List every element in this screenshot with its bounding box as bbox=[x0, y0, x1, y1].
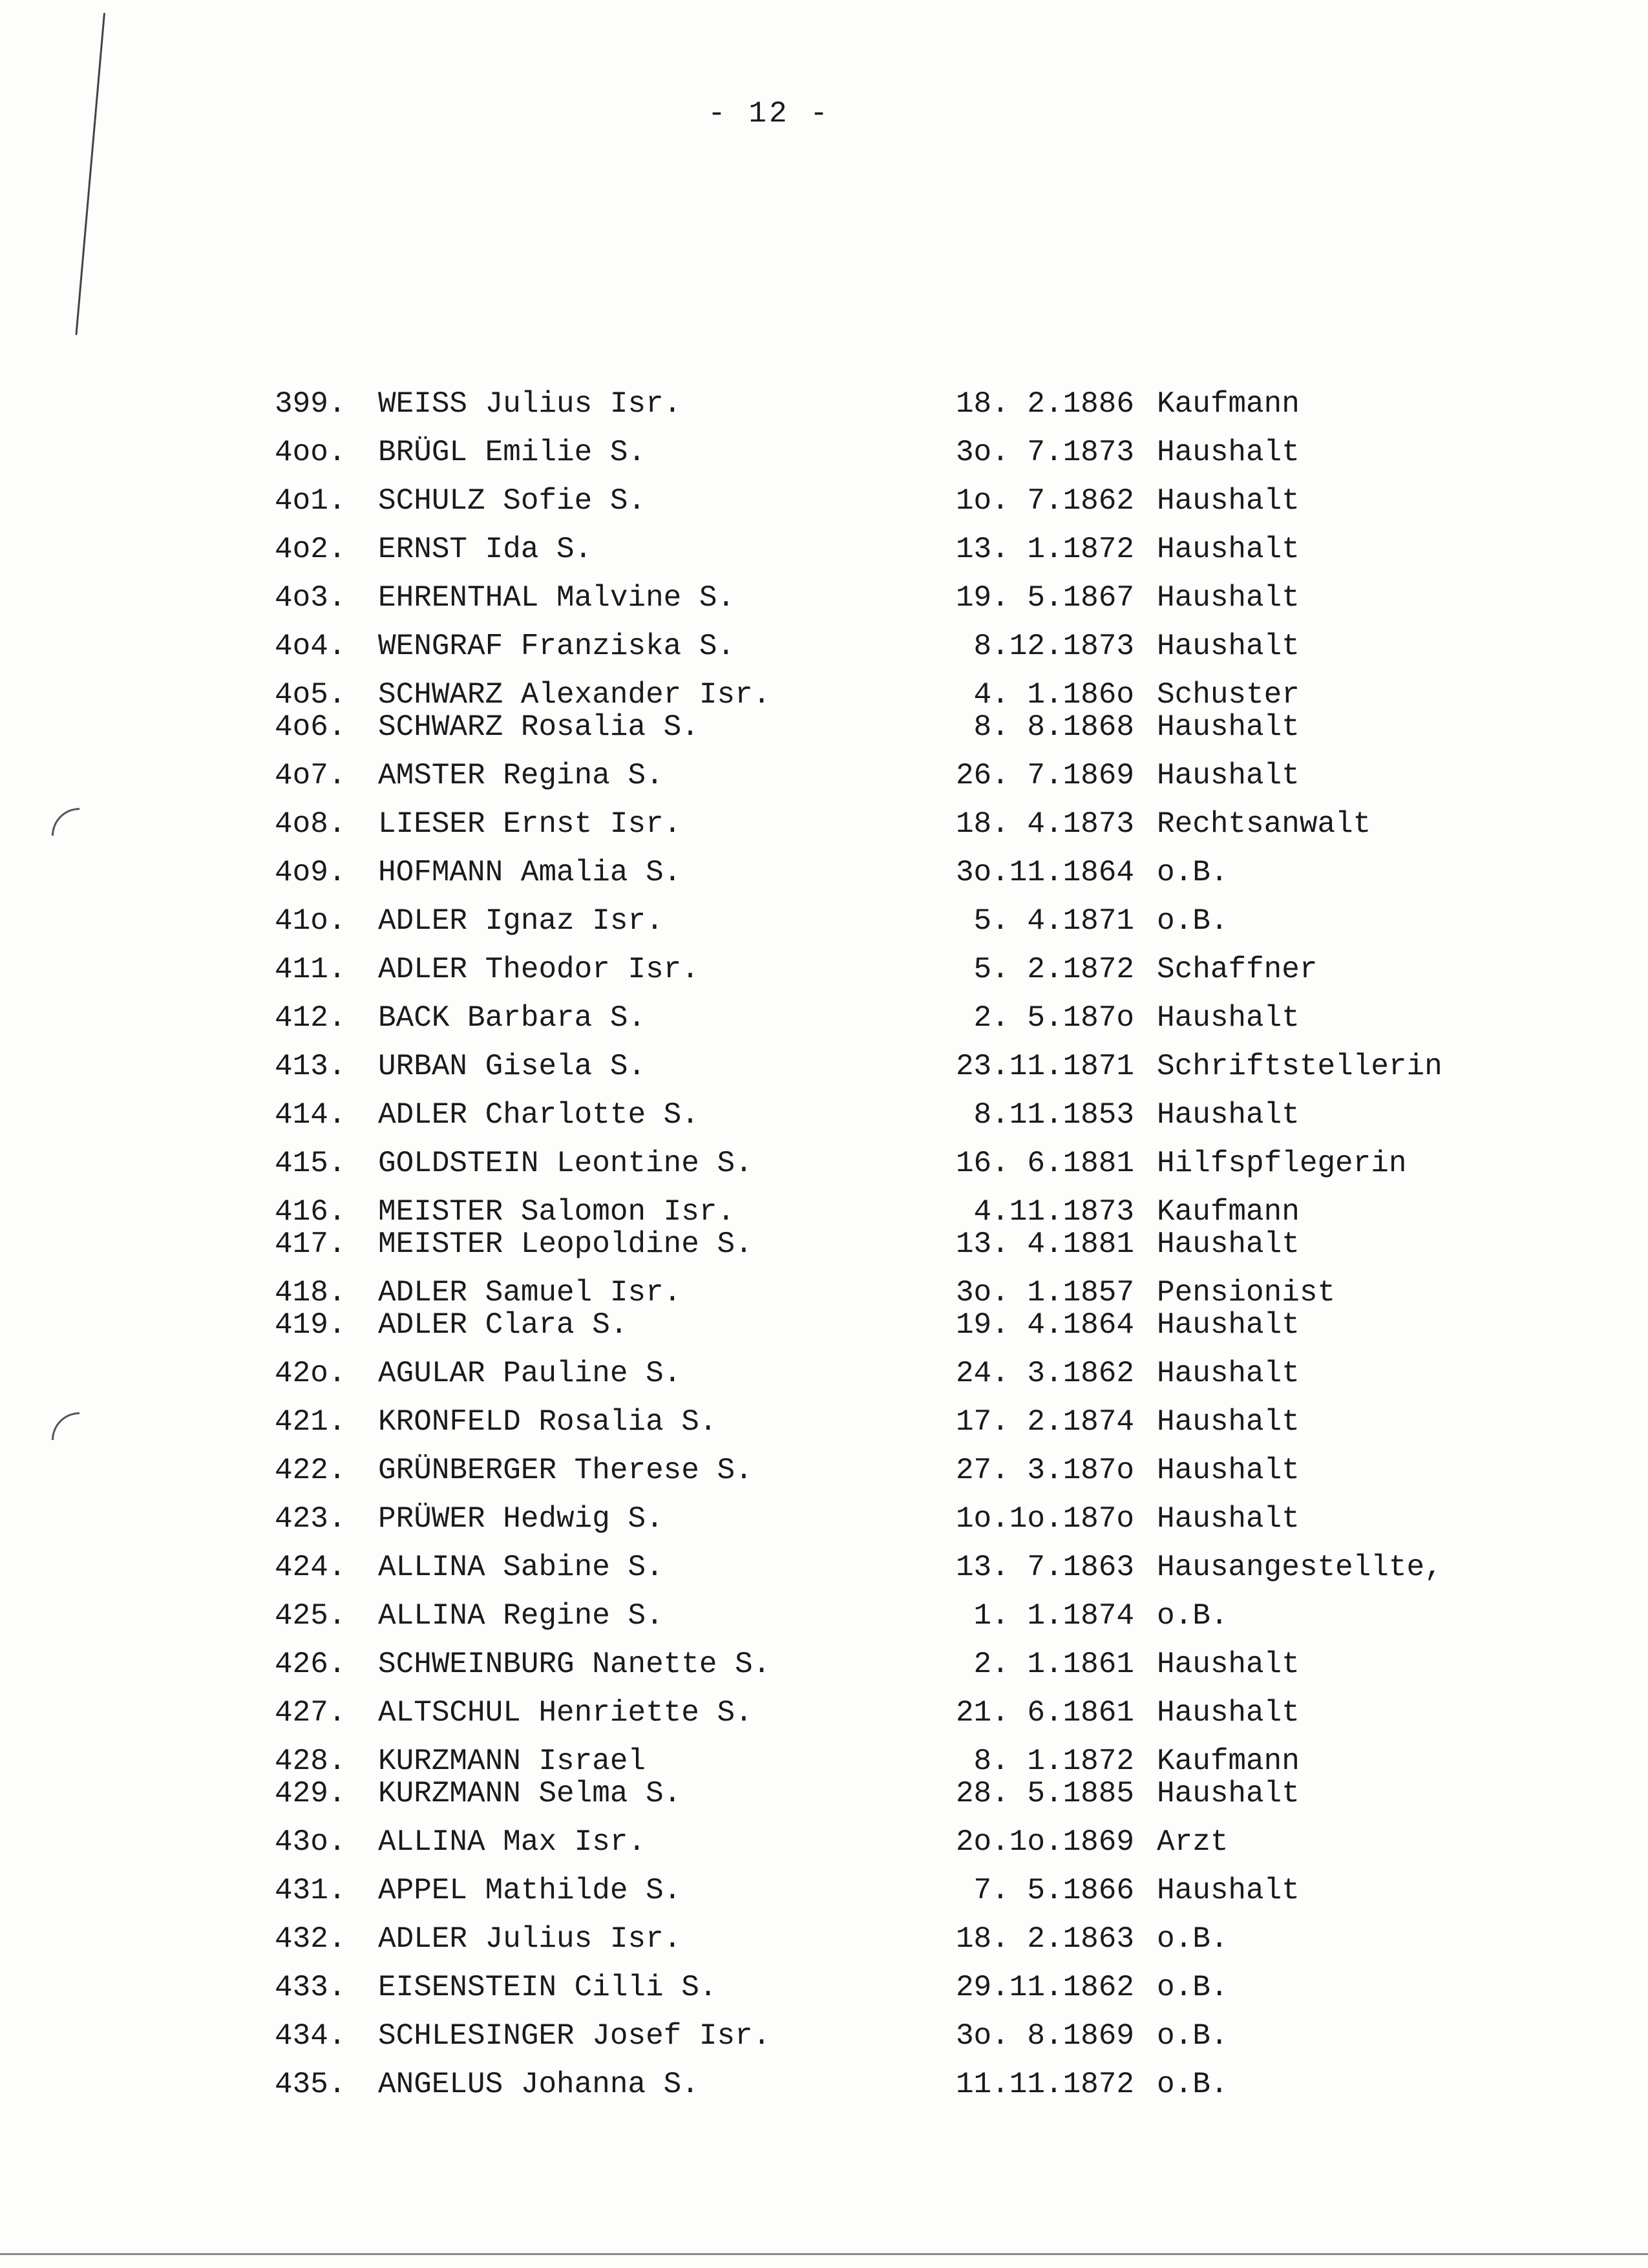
list-item bbox=[0, 1600, 1648, 1632]
entry-number: 427. bbox=[275, 1696, 346, 1730]
entry-number: 42o. bbox=[275, 1357, 346, 1390]
occupation: Haushalt bbox=[1157, 1308, 1300, 1342]
list-item bbox=[0, 711, 1648, 743]
entry-number: 429. bbox=[275, 1777, 346, 1810]
birth-date: 4.11.1873 bbox=[973, 1195, 1134, 1229]
birth-date: 3o. 1.1857 bbox=[955, 1276, 1134, 1309]
list-item bbox=[0, 1745, 1648, 1777]
person-name: WENGRAF Franziska S. bbox=[378, 630, 735, 663]
birth-date: 8.12.1873 bbox=[973, 630, 1134, 663]
record-group bbox=[0, 1697, 1648, 1729]
entry-number: 4o9. bbox=[275, 856, 346, 889]
list-item bbox=[0, 1147, 1648, 1180]
occupation: Haushalt bbox=[1157, 1454, 1300, 1487]
entry-number: 433. bbox=[275, 1971, 346, 2004]
record-group bbox=[0, 630, 1648, 662]
occupation: Haushalt bbox=[1157, 1696, 1300, 1730]
record-group bbox=[0, 1923, 1648, 1955]
record-group bbox=[0, 2020, 1648, 2052]
record-group bbox=[0, 1277, 1648, 1341]
person-name: SCHWEINBURG Nanette S. bbox=[378, 1648, 771, 1681]
occupation: Haushalt bbox=[1157, 710, 1300, 744]
person-name: GOLDSTEIN Leontine S. bbox=[378, 1147, 753, 1180]
list-item bbox=[0, 1923, 1648, 1955]
person-name: APPEL Mathilde S. bbox=[378, 1874, 682, 1907]
occupation: Haushalt bbox=[1157, 1227, 1300, 1261]
record-group bbox=[0, 533, 1648, 566]
list-item bbox=[0, 485, 1648, 517]
entry-number: 416. bbox=[275, 1195, 346, 1229]
birth-date: 13. 7.1863 bbox=[955, 1551, 1134, 1584]
bottom-rule bbox=[0, 2253, 1648, 2255]
entry-number: 399. bbox=[275, 387, 346, 421]
record-group bbox=[0, 1002, 1648, 1034]
person-name: ALLINA Sabine S. bbox=[378, 1551, 664, 1584]
list-item bbox=[0, 1826, 1648, 1858]
person-name: SCHLESINGER Josef Isr. bbox=[378, 2019, 771, 2053]
occupation: Haushalt bbox=[1157, 1777, 1300, 1810]
person-name: MEISTER Salomon Isr. bbox=[378, 1195, 735, 1229]
person-name: HOFMANN Amalia S. bbox=[378, 856, 682, 889]
list-item bbox=[0, 2020, 1648, 2052]
entry-number: 425. bbox=[275, 1599, 346, 1633]
record-group bbox=[0, 1357, 1648, 1390]
list-item bbox=[0, 630, 1648, 662]
person-name: ANGELUS Johanna S. bbox=[378, 2068, 699, 2101]
person-name: ERNST Ida S. bbox=[378, 533, 593, 566]
birth-date: 1o. 7.1862 bbox=[955, 484, 1134, 518]
person-name: SCHWARZ Rosalia S. bbox=[378, 710, 699, 744]
occupation: Haushalt bbox=[1157, 1502, 1300, 1536]
birth-date: 27. 3.187o bbox=[955, 1454, 1134, 1487]
occupation: Pensionist bbox=[1157, 1276, 1336, 1309]
list-item bbox=[0, 1309, 1648, 1341]
birth-date: 13. 4.1881 bbox=[955, 1227, 1134, 1261]
record-group bbox=[0, 1551, 1648, 1584]
record-group bbox=[0, 1503, 1648, 1535]
list-item bbox=[0, 905, 1648, 937]
birth-date: 18. 2.1863 bbox=[955, 1922, 1134, 1956]
entry-number: 413. bbox=[275, 1050, 346, 1083]
birth-date: 2. 5.187o bbox=[973, 1001, 1134, 1035]
birth-date: 8. 1.1872 bbox=[973, 1744, 1134, 1778]
record-group bbox=[0, 1147, 1648, 1180]
record-group bbox=[0, 679, 1648, 743]
entry-number: 4o6. bbox=[275, 710, 346, 744]
person-name: WEISS Julius Isr. bbox=[378, 387, 682, 421]
person-name: AGULAR Pauline S. bbox=[378, 1357, 682, 1390]
occupation: Kaufmann bbox=[1157, 1195, 1300, 1229]
list-item bbox=[0, 1454, 1648, 1487]
entry-number: 4o4. bbox=[275, 630, 346, 663]
birth-date: 8. 8.1868 bbox=[973, 710, 1134, 744]
occupation: Haushalt bbox=[1157, 1357, 1300, 1390]
entry-number: 419. bbox=[275, 1308, 346, 1342]
birth-date: 8.11.1853 bbox=[973, 1098, 1134, 1132]
entry-number: 4o3. bbox=[275, 581, 346, 615]
entry-number: 412. bbox=[275, 1001, 346, 1035]
entry-number: 426. bbox=[275, 1648, 346, 1681]
birth-date: 2. 1.1861 bbox=[973, 1648, 1134, 1681]
entry-number: 417. bbox=[275, 1227, 346, 1261]
entry-number: 422. bbox=[275, 1454, 346, 1487]
entry-number: 43o. bbox=[275, 1825, 346, 1859]
occupation: Kaufmann bbox=[1157, 387, 1300, 421]
list-item bbox=[0, 1551, 1648, 1584]
birth-date: 16. 6.1881 bbox=[955, 1147, 1134, 1180]
birth-date: 24. 3.1862 bbox=[955, 1357, 1134, 1390]
occupation: Haushalt bbox=[1157, 1405, 1300, 1439]
occupation: Haushalt bbox=[1157, 630, 1300, 663]
list-item bbox=[0, 1099, 1648, 1131]
record-group bbox=[0, 436, 1648, 469]
list-item bbox=[0, 1503, 1648, 1535]
occupation: o.B. bbox=[1157, 1922, 1229, 1956]
occupation: Hilfspflegerin bbox=[1157, 1147, 1407, 1180]
list-item bbox=[0, 1777, 1648, 1810]
person-name: URBAN Gisela S. bbox=[378, 1050, 646, 1083]
occupation: Haushalt bbox=[1157, 436, 1300, 469]
person-name: KURZMANN Selma S. bbox=[378, 1777, 682, 1810]
record-group bbox=[0, 808, 1648, 840]
occupation: o.B. bbox=[1157, 2019, 1229, 2053]
person-name: ALTSCHUL Henriette S. bbox=[378, 1696, 753, 1730]
birth-date: 19. 5.1867 bbox=[955, 581, 1134, 615]
entry-number: 4oo. bbox=[275, 436, 346, 469]
entry-number: 4o1. bbox=[275, 484, 346, 518]
birth-date: 5. 2.1872 bbox=[973, 953, 1134, 986]
entry-number: 431. bbox=[275, 1874, 346, 1907]
person-name: ADLER Samuel Isr. bbox=[378, 1276, 682, 1309]
occupation: Hausangestellte, bbox=[1157, 1551, 1442, 1584]
entry-number: 414. bbox=[275, 1098, 346, 1132]
birth-date: 5. 4.1871 bbox=[973, 904, 1134, 938]
list-item bbox=[0, 1406, 1648, 1438]
occupation: o.B. bbox=[1157, 904, 1229, 938]
person-name: GRÜNBERGER Therese S. bbox=[378, 1454, 753, 1487]
record-group bbox=[0, 1454, 1648, 1487]
birth-date: 18. 4.1873 bbox=[955, 807, 1134, 841]
birth-date: 2o.1o.1869 bbox=[955, 1825, 1134, 1859]
entry-number: 421. bbox=[275, 1405, 346, 1439]
occupation: Haushalt bbox=[1157, 484, 1300, 518]
occupation: Haushalt bbox=[1157, 581, 1300, 615]
record-group bbox=[0, 1874, 1648, 1907]
occupation: Haushalt bbox=[1157, 533, 1300, 566]
birth-date: 17. 2.1874 bbox=[955, 1405, 1134, 1439]
occupation: Haushalt bbox=[1157, 1874, 1300, 1907]
person-name: BRÜGL Emilie S. bbox=[378, 436, 646, 469]
record-group bbox=[0, 1196, 1648, 1260]
person-name: LIESER Ernst Isr. bbox=[378, 807, 682, 841]
list-item bbox=[0, 953, 1648, 986]
page-number: - 12 - bbox=[708, 97, 830, 131]
record-list bbox=[0, 388, 1648, 2117]
record-group bbox=[0, 1050, 1648, 1083]
record-group bbox=[0, 582, 1648, 614]
person-name: PRÜWER Hedwig S. bbox=[378, 1502, 664, 1536]
occupation: o.B. bbox=[1157, 1971, 1229, 2004]
entry-number: 423. bbox=[275, 1502, 346, 1536]
person-name: SCHWARZ Alexander Isr. bbox=[378, 678, 771, 712]
occupation: Haushalt bbox=[1157, 1098, 1300, 1132]
entry-number: 428. bbox=[275, 1744, 346, 1778]
list-item bbox=[0, 1648, 1648, 1680]
occupation: o.B. bbox=[1157, 1599, 1229, 1633]
birth-date: 13. 1.1872 bbox=[955, 533, 1134, 566]
occupation: o.B. bbox=[1157, 2068, 1229, 2101]
entry-number: 4o5. bbox=[275, 678, 346, 712]
entry-number: 424. bbox=[275, 1551, 346, 1584]
birth-date: 18. 2.1886 bbox=[955, 387, 1134, 421]
list-item bbox=[0, 1277, 1648, 1309]
birth-date: 23.11.1871 bbox=[955, 1050, 1134, 1083]
list-item bbox=[0, 1002, 1648, 1034]
birth-date: 28. 5.1885 bbox=[955, 1777, 1134, 1810]
record-group bbox=[0, 1971, 1648, 2004]
list-item bbox=[0, 1357, 1648, 1390]
entry-number: 418. bbox=[275, 1276, 346, 1309]
person-name: KURZMANN Israel bbox=[378, 1744, 646, 1778]
list-item bbox=[0, 388, 1648, 420]
birth-date: 26. 7.1869 bbox=[955, 759, 1134, 792]
birth-date: 3o.11.1864 bbox=[955, 856, 1134, 889]
record-group bbox=[0, 1648, 1648, 1680]
person-name: AMSTER Regina S. bbox=[378, 759, 664, 792]
occupation: Haushalt bbox=[1157, 1001, 1300, 1035]
list-item bbox=[0, 679, 1648, 711]
occupation: Schaffner bbox=[1157, 953, 1318, 986]
list-item bbox=[0, 436, 1648, 469]
occupation: Haushalt bbox=[1157, 759, 1300, 792]
person-name: MEISTER Leopoldine S. bbox=[378, 1227, 753, 1261]
occupation: Haushalt bbox=[1157, 1648, 1300, 1681]
person-name: EISENSTEIN Cilli S. bbox=[378, 1971, 717, 2004]
entry-number: 411. bbox=[275, 953, 346, 986]
margin-line bbox=[75, 13, 105, 335]
entry-number: 435. bbox=[275, 2068, 346, 2101]
record-group bbox=[0, 1745, 1648, 1810]
entry-number: 415. bbox=[275, 1147, 346, 1180]
list-item bbox=[0, 856, 1648, 889]
birth-date: 19. 4.1864 bbox=[955, 1308, 1134, 1342]
record-group bbox=[0, 905, 1648, 937]
person-name: ALLINA Max Isr. bbox=[378, 1825, 646, 1859]
person-name: ADLER Julius Isr. bbox=[378, 1922, 682, 1956]
birth-date: 1o.1o.187o bbox=[955, 1502, 1134, 1536]
record-group bbox=[0, 2068, 1648, 2101]
record-group bbox=[0, 1826, 1648, 1858]
entry-number: 432. bbox=[275, 1922, 346, 1956]
record-group bbox=[0, 1099, 1648, 1131]
record-group bbox=[0, 856, 1648, 889]
person-name: KRONFELD Rosalia S. bbox=[378, 1405, 717, 1439]
person-name: ADLER Ignaz Isr. bbox=[378, 904, 664, 938]
list-item bbox=[0, 2068, 1648, 2101]
record-group bbox=[0, 485, 1648, 517]
birth-date: 3o. 8.1869 bbox=[955, 2019, 1134, 2053]
list-item bbox=[0, 1196, 1648, 1228]
birth-date: 7. 5.1866 bbox=[973, 1874, 1134, 1907]
entry-number: 4o8. bbox=[275, 807, 346, 841]
birth-date: 21. 6.1861 bbox=[955, 1696, 1134, 1730]
list-item bbox=[0, 582, 1648, 614]
occupation: Rechtsanwalt bbox=[1157, 807, 1371, 841]
birth-date: 4. 1.186o bbox=[973, 678, 1134, 712]
list-item bbox=[0, 808, 1648, 840]
person-name: EHRENTHAL Malvine S. bbox=[378, 581, 735, 615]
list-item bbox=[0, 1971, 1648, 2004]
occupation: Arzt bbox=[1157, 1825, 1229, 1859]
list-item bbox=[0, 1050, 1648, 1083]
list-item bbox=[0, 759, 1648, 792]
record-group bbox=[0, 1406, 1648, 1438]
birth-date: 29.11.1862 bbox=[955, 1971, 1134, 2004]
record-group bbox=[0, 1600, 1648, 1632]
person-name: ALLINA Regine S. bbox=[378, 1599, 664, 1633]
entry-number: 4o2. bbox=[275, 533, 346, 566]
person-name: ADLER Charlotte S. bbox=[378, 1098, 699, 1132]
birth-date: 3o. 7.1873 bbox=[955, 436, 1134, 469]
person-name: SCHULZ Sofie S. bbox=[378, 484, 646, 518]
occupation: Schriftstellerin bbox=[1157, 1050, 1442, 1083]
person-name: BACK Barbara S. bbox=[378, 1001, 646, 1035]
entry-number: 41o. bbox=[275, 904, 346, 938]
occupation: Schuster bbox=[1157, 678, 1300, 712]
record-group bbox=[0, 388, 1648, 420]
list-item bbox=[0, 533, 1648, 566]
entry-number: 4o7. bbox=[275, 759, 346, 792]
record-group bbox=[0, 953, 1648, 986]
list-item bbox=[0, 1228, 1648, 1260]
person-name: ADLER Theodor Isr. bbox=[378, 953, 699, 986]
record-group bbox=[0, 759, 1648, 792]
list-item bbox=[0, 1874, 1648, 1907]
list-item bbox=[0, 1697, 1648, 1729]
entry-number: 434. bbox=[275, 2019, 346, 2053]
person-name: ADLER Clara S. bbox=[378, 1308, 628, 1342]
occupation: Kaufmann bbox=[1157, 1744, 1300, 1778]
birth-date: 11.11.1872 bbox=[955, 2068, 1134, 2101]
birth-date: 1. 1.1874 bbox=[973, 1599, 1134, 1633]
occupation: o.B. bbox=[1157, 856, 1229, 889]
